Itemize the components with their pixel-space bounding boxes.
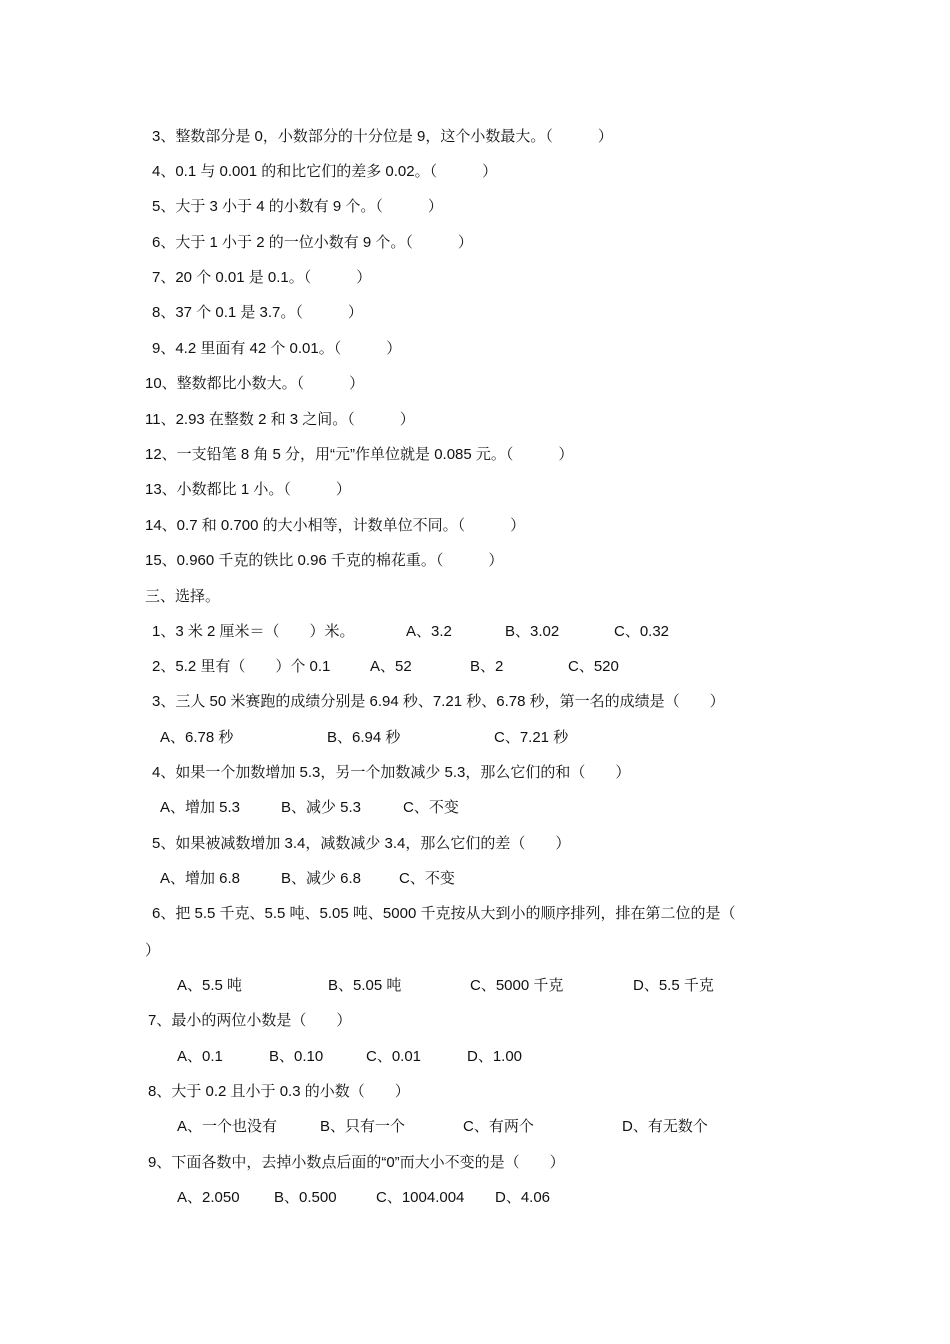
option-b: B、只有一个 [320,1118,406,1135]
options-row [160,729,680,747]
question-stem: 3、三人 50 米赛跑的成绩分别是 6.94 秒、7.21 秒、6.78 秒，第一名的成绩是（ ） [152,693,725,710]
question-stem: 7、最小的两位小数是（ ） [148,1012,352,1029]
judgement-item: 4、0.1 与 0.001 的和比它们的差多 0.02。（ ） [152,163,498,180]
choice-question [152,623,712,641]
judgement-item: 5、大于 3 小于 4 的小数有 9 个。（ ） [152,198,443,215]
question-stem: 2、5.2 里有（ ）个 0.1 [152,658,331,675]
option-c: C、5000 千克 [470,977,564,994]
option-b: B、3.02 [505,623,560,640]
choice-question [152,658,712,676]
option-c: C、7.21 秒 [494,729,569,746]
option-a: A、6.78 秒 [160,729,234,746]
option-b: B、0.500 [274,1189,337,1206]
option-b: B、减少 6.8 [281,870,362,887]
judgement-item: 12、一支铅笔 8 角 5 分，用“元”作单位就是 0.085 元。（ ） [145,446,574,463]
option-b: B、2 [470,658,504,675]
options-row [160,799,560,817]
judgement-item: 3、整数部分是 0，小数部分的十分位是 9，这个小数最大。（ ） [152,128,613,145]
option-c: C、有两个 [463,1118,534,1135]
option-a: A、增加 6.8 [160,870,241,887]
option-c: C、0.32 [614,623,670,640]
option-d: D、4.06 [495,1189,551,1206]
option-a: A、5.5 吨 [177,977,243,994]
option-a: A、一个也没有 [177,1118,278,1135]
option-b: B、6.94 秒 [327,729,401,746]
judgement-item: 10、整数都比小数大。（ ） [145,375,365,392]
judgement-item: 15、0.960 千克的铁比 0.96 千克的棉花重。（ ） [145,552,504,569]
question-stem: 4、如果一个加数增加 5.3，另一个加数减少 5.3，那么它们的和（ ） [152,764,631,781]
section-heading: 三、选择。 [145,588,221,605]
option-c: C、不变 [399,870,455,887]
option-d: D、有无数个 [622,1118,708,1135]
option-b: B、减少 5.3 [281,799,362,816]
option-b: B、5.05 吨 [328,977,402,994]
options-row [160,870,560,888]
question-stem: 5、如果被减数增加 3.4，减数减少 3.4，那么它们的差（ ） [152,835,571,852]
judgement-item: 8、37 个 0.1 是 3.7。（ ） [152,304,363,321]
option-a: A、0.1 [177,1048,223,1065]
option-d: D、1.00 [467,1048,523,1065]
judgement-item: 11、2.93 在整数 2 和 3 之间。（ ） [145,411,415,428]
judgement-item: 14、0.7 和 0.700 的大小相等，计数单位不同。（ ） [145,517,526,534]
option-d: D、5.5 千克 [633,977,714,994]
judgement-item: 7、20 个 0.01 是 0.1。（ ） [152,269,372,286]
question-stem: 9、下面各数中，去掉小数点后面的“0”而大小不变的是（ ） [148,1154,565,1171]
option-a: A、3.2 [406,623,452,640]
options-row [177,1189,597,1207]
option-a: A、增加 5.3 [160,799,241,816]
option-c: C、不变 [403,799,459,816]
judgement-item: 6、大于 1 小于 2 的一位小数有 9 个。（ ） [152,234,473,251]
question-stem: 8、大于 0.2 且小于 0.3 的小数（ ） [148,1083,410,1100]
options-row [177,1048,577,1066]
option-c: C、0.01 [366,1048,422,1065]
option-a: A、2.050 [177,1189,240,1206]
options-row [177,1118,737,1136]
question-stem: 6、把 5.5 千克、5.5 吨、5.05 吨、5000 千克按从大到小的顺序排列，排在第二位的是（ [152,905,736,922]
judgement-item: 9、4.2 里面有 42 个 0.01。（ ） [152,340,402,357]
option-c: C、1004.004 [376,1189,465,1206]
question-stem-continued: ） [145,942,161,959]
judgement-item: 13、小数都比 1 小。（ ） [145,481,351,498]
option-c: C、520 [568,658,619,675]
option-b: B、0.10 [269,1048,324,1065]
option-a: A、52 [370,658,412,675]
question-stem: 1、3 米 2 厘米＝（ ）米。 [152,623,355,640]
options-row [177,977,777,995]
